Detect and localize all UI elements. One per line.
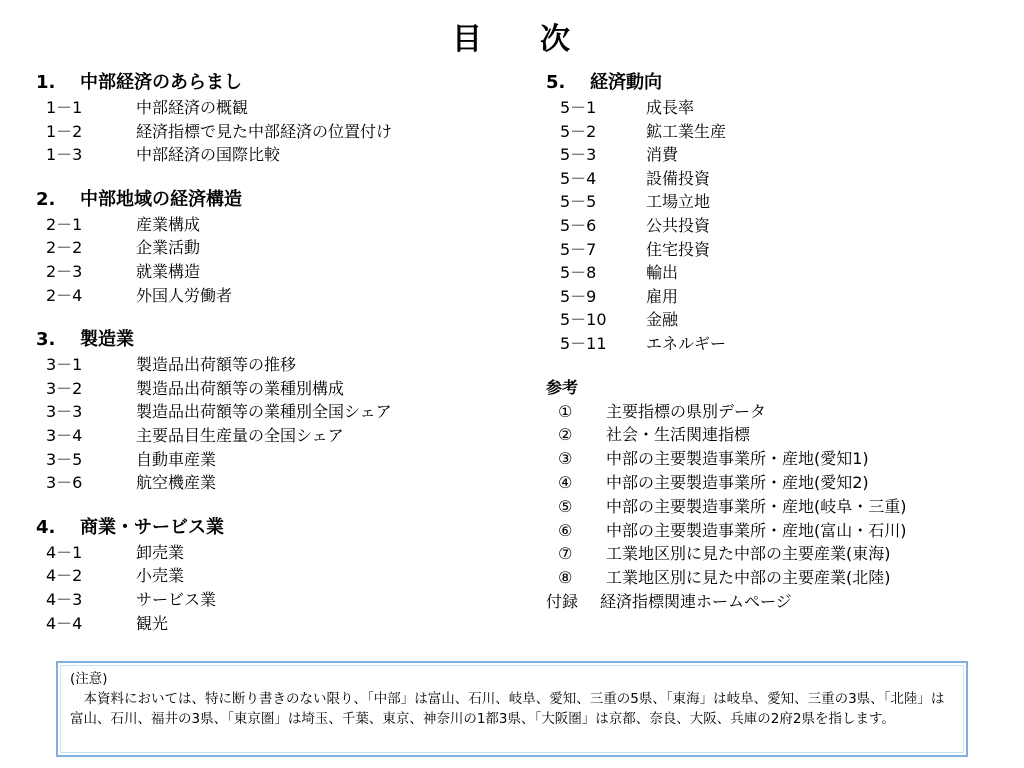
reference-label: 工業地区別に見た中部の主要産業(東海) xyxy=(606,544,891,564)
section-heading xyxy=(546,70,1006,96)
item-number: 3－1 xyxy=(46,355,83,375)
item-label: 成長率 xyxy=(646,98,695,117)
item-number: 5－2 xyxy=(560,121,597,141)
section-title: 商業・サービス業 xyxy=(80,516,224,538)
toc-item xyxy=(546,143,1006,167)
item-label: 小売業 xyxy=(136,566,185,586)
item-number: 3－6 xyxy=(46,473,83,493)
toc-item xyxy=(546,96,1006,120)
reference-item xyxy=(546,542,1006,566)
toc-left-column xyxy=(36,70,506,655)
item-label: 経済指標で見た中部経済の位置付け xyxy=(136,121,393,141)
section-number: 3. xyxy=(36,329,56,351)
reference-label: 中部の主要製造事業所・産地(愛知2) xyxy=(606,472,869,492)
item-label: 製造品出荷額等の推移 xyxy=(136,355,297,375)
toc-section-5 xyxy=(546,70,1006,356)
reference-mark: ① xyxy=(558,401,573,421)
item-label: 工場立地 xyxy=(646,192,711,212)
toc-item xyxy=(36,541,506,565)
toc-item xyxy=(546,285,1006,309)
item-label: 輸出 xyxy=(646,263,679,283)
item-number: 1－3 xyxy=(46,145,83,165)
reference-mark: ⑧ xyxy=(558,568,573,588)
item-label: 卸売業 xyxy=(136,542,185,562)
item-number: 3－2 xyxy=(46,378,83,398)
item-number: 2－2 xyxy=(46,238,83,258)
section-number: 2. xyxy=(36,188,56,210)
item-label: エネルギー xyxy=(646,333,727,353)
item-label: 公共投資 xyxy=(646,215,711,235)
toc-section-4 xyxy=(36,515,506,635)
item-number: 2－3 xyxy=(46,261,83,281)
page-title xyxy=(0,14,1024,58)
item-label: 鉱工業生産 xyxy=(646,121,727,141)
title-char-2: 次 xyxy=(540,22,572,57)
toc-item xyxy=(36,96,506,120)
toc-item xyxy=(546,308,1006,332)
toc-section-3 xyxy=(36,327,506,495)
item-label: 主要品目生産量の全国シェア xyxy=(136,425,344,445)
toc-item xyxy=(36,143,506,167)
section-heading xyxy=(36,515,506,541)
toc-item xyxy=(546,120,1006,144)
reference-item xyxy=(546,423,1006,447)
section-heading xyxy=(36,70,506,96)
appendix-mark: 付録 xyxy=(546,591,579,611)
reference-mark: ④ xyxy=(558,472,573,492)
toc-item xyxy=(546,332,1006,356)
toc-right-column xyxy=(546,70,1006,634)
item-label: 中部経済の概観 xyxy=(136,98,249,117)
reference-heading: 参考 xyxy=(546,377,579,397)
toc-item xyxy=(36,377,506,401)
appendix-label: 経済指標関連ホームページ xyxy=(600,591,792,611)
item-number: 5－4 xyxy=(560,168,597,188)
reference-mark: ③ xyxy=(558,449,573,469)
toc-item xyxy=(36,213,506,237)
appendix-item xyxy=(546,590,1006,614)
reference-label: 中部の主要製造事業所・産地(富山・石川) xyxy=(606,520,907,540)
item-label: 産業構成 xyxy=(136,214,201,234)
reference-label: 中部の主要製造事業所・産地(岐阜・三重) xyxy=(606,496,907,516)
toc-item xyxy=(546,167,1006,191)
toc-item xyxy=(36,284,506,308)
toc-item xyxy=(36,448,506,472)
reference-mark: ⑤ xyxy=(558,496,573,516)
item-number: 5－5 xyxy=(560,192,597,212)
item-number: 5－1 xyxy=(560,98,597,117)
toc-item xyxy=(36,564,506,588)
toc-item xyxy=(36,353,506,377)
item-number: 2－4 xyxy=(46,285,83,305)
section-heading xyxy=(36,187,506,213)
reference-mark: ⑥ xyxy=(558,520,573,540)
item-number: 4－2 xyxy=(46,566,83,586)
toc-item xyxy=(546,238,1006,262)
item-label: 製造品出荷額等の業種別構成 xyxy=(136,378,345,398)
reference-section xyxy=(546,376,1006,614)
section-number: 1. xyxy=(36,72,56,93)
toc-item xyxy=(546,214,1006,238)
item-label: サービス業 xyxy=(136,589,217,609)
toc-item xyxy=(36,471,506,495)
reference-label: 社会・生活関連指標 xyxy=(606,425,751,445)
reference-label: 中部の主要製造事業所・産地(愛知1) xyxy=(606,449,869,469)
toc-item xyxy=(546,190,1006,214)
section-number: 5. xyxy=(546,72,566,93)
toc-section-2 xyxy=(36,187,506,307)
item-number: 5－10 xyxy=(560,310,607,330)
toc-item xyxy=(36,400,506,424)
title-char-1: 目 xyxy=(452,22,484,57)
item-label: 設備投資 xyxy=(646,168,711,188)
section-number: 4. xyxy=(36,516,56,538)
item-label: 観光 xyxy=(136,613,169,633)
reference-item xyxy=(546,447,1006,471)
section-heading xyxy=(36,327,506,353)
item-label: 航空機産業 xyxy=(136,473,217,493)
toc-item xyxy=(36,236,506,260)
item-number: 2－1 xyxy=(46,214,83,234)
section-title: 製造業 xyxy=(80,329,134,351)
item-label: 雇用 xyxy=(646,286,679,306)
item-label: 製造品出荷額等の業種別全国シェア xyxy=(136,402,392,422)
item-number: 3－4 xyxy=(46,425,83,445)
item-number: 5－7 xyxy=(560,239,597,259)
item-label: 外国人労働者 xyxy=(136,285,233,305)
toc-item xyxy=(36,260,506,284)
item-number: 1－1 xyxy=(46,98,83,117)
section-title: 中部地域の経済構造 xyxy=(80,188,242,210)
reference-item xyxy=(546,519,1006,543)
section-title: 中部経済のあらまし xyxy=(80,72,242,93)
reference-item xyxy=(546,471,1006,495)
item-number: 1－2 xyxy=(46,121,83,141)
toc-item xyxy=(36,120,506,144)
note-heading: (注意) xyxy=(70,671,108,687)
note-box xyxy=(56,661,968,757)
toc-item xyxy=(546,261,1006,285)
toc-section-1 xyxy=(36,70,506,167)
section-title: 経済動向 xyxy=(590,72,662,93)
item-label: 中部経済の国際比較 xyxy=(136,145,281,165)
toc-item xyxy=(36,424,506,448)
item-number: 5－6 xyxy=(560,215,597,235)
item-number: 3－5 xyxy=(46,449,83,469)
reference-mark: ② xyxy=(558,425,573,445)
item-number: 5－3 xyxy=(560,145,597,165)
item-number: 5－9 xyxy=(560,286,597,306)
item-number: 4－4 xyxy=(46,613,83,633)
item-label: 金融 xyxy=(646,310,679,330)
reference-item xyxy=(546,566,1006,590)
reference-item xyxy=(546,400,1006,424)
item-label: 消費 xyxy=(646,145,679,165)
reference-item xyxy=(546,495,1006,519)
toc-item xyxy=(36,612,506,636)
item-label: 自動車産業 xyxy=(136,449,217,469)
note-body: 本資料においては、特に断り書きのない限り、「中部」は富山、石川、岐阜、愛知、三重の5県、「東海」は岐阜、愛知、三重の3県、「北陸」は富山、石川、福井の3県、「東京圏」は埼玉、千葉、東京、神奈川の1都3県、「大阪圏」は京都、奈良、大阪、兵庫の2府2県を指します。 xyxy=(70,691,945,727)
item-label: 就業構造 xyxy=(136,261,201,281)
item-number: 4－1 xyxy=(46,542,83,562)
item-number: 4－3 xyxy=(46,589,83,609)
item-number: 5－8 xyxy=(560,263,597,283)
toc-item xyxy=(36,588,506,612)
item-label: 住宅投資 xyxy=(646,239,711,259)
reference-label: 工業地区別に見た中部の主要産業(北陸) xyxy=(606,568,891,588)
item-label: 企業活動 xyxy=(136,238,201,258)
reference-label: 主要指標の県別データ xyxy=(606,401,767,421)
reference-mark: ⑦ xyxy=(558,544,573,564)
item-number: 3－3 xyxy=(46,402,83,422)
item-number: 5－11 xyxy=(560,333,607,353)
